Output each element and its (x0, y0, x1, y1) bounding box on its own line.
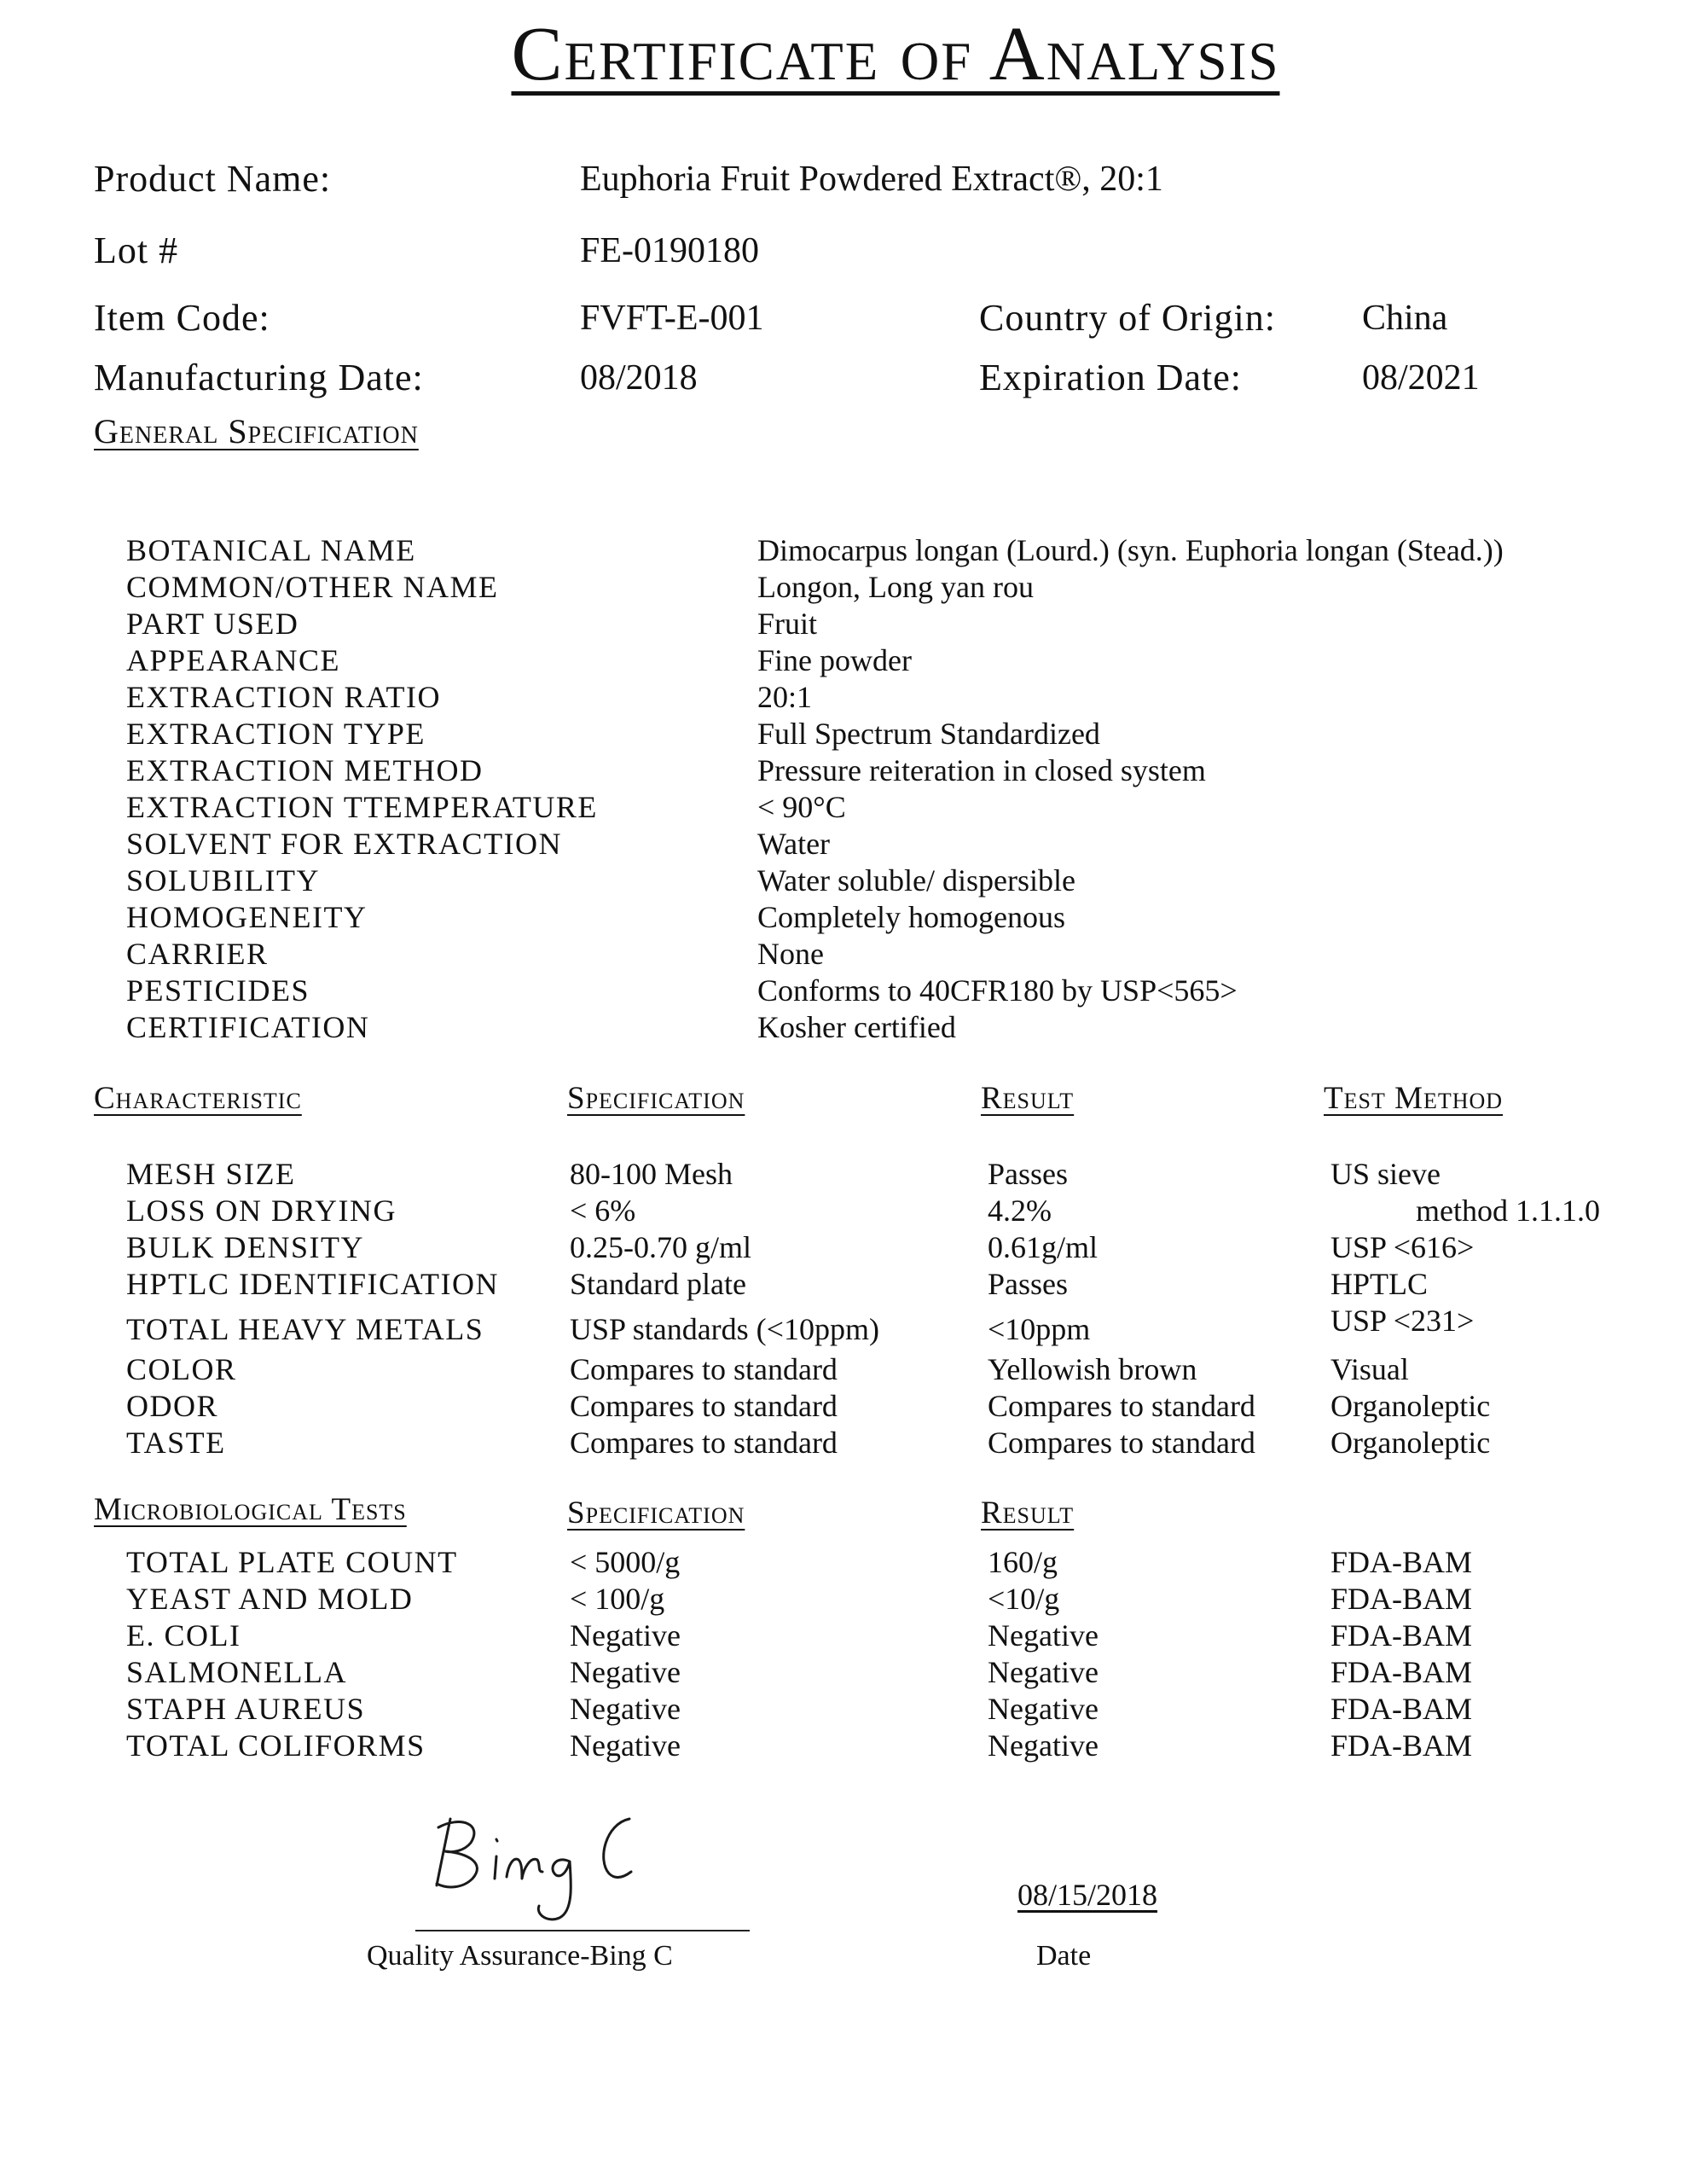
product-name-value: Euphoria Fruit Powdered Extract®, 20:1 (580, 160, 1163, 199)
general-spec-label: PESTICIDES (126, 973, 310, 1008)
general-spec-label: HOMOGENEITY (126, 900, 368, 934)
general-spec-label: PART USED (126, 607, 299, 641)
characteristic-test-method: USP <616> (1330, 1230, 1475, 1264)
general-spec-value: < 90°C (757, 790, 846, 824)
micro-specification: Negative (570, 1655, 681, 1689)
characteristic-specification: Compares to standard (570, 1389, 838, 1423)
characteristic-specification: 0.25-0.70 g/ml (570, 1230, 751, 1264)
characteristic-name: MESH SIZE (126, 1157, 296, 1191)
signature (426, 1800, 648, 1937)
micro-test-method: FDA-BAM (1330, 1728, 1473, 1763)
country-of-origin-label: Country of Origin: (979, 297, 1276, 339)
characteristic-name: TASTE (126, 1426, 226, 1460)
micro-test-name: STAPH AUREUS (126, 1692, 366, 1726)
micro-specification: < 100/g (570, 1582, 665, 1616)
general-spec-value: Kosher certified (757, 1010, 956, 1044)
manufacturing-date-value: 08/2018 (580, 358, 698, 398)
general-specification-heading: General Specification (94, 412, 419, 450)
general-spec-value: Water (757, 827, 831, 861)
general-spec-value: Fine powder (757, 643, 912, 677)
general-spec-value: 20:1 (757, 680, 813, 714)
micro-test-method: FDA-BAM (1330, 1618, 1473, 1653)
general-spec-label: APPEARANCE (126, 643, 341, 677)
lot-value: FE-0190180 (580, 231, 759, 270)
micro-specification: < 5000/g (570, 1545, 681, 1579)
country-of-origin-value: China (1362, 299, 1448, 338)
general-spec-value: Conforms to 40CFR180 by USP<565> (757, 973, 1238, 1008)
result-header: Result (981, 1081, 1075, 1116)
general-spec-label: CARRIER (126, 937, 269, 971)
general-spec-value: Full Spectrum Standardized (757, 717, 1100, 751)
general-spec-value: Completely homogenous (757, 900, 1065, 934)
micro-result: Negative (988, 1655, 1099, 1689)
characteristic-test-method: method 1.1.1.0 (1416, 1194, 1600, 1228)
general-spec-label: EXTRACTION RATIO (126, 680, 441, 714)
characteristic-test-method: Visual (1330, 1352, 1409, 1386)
micro-result-header: Result (981, 1496, 1075, 1531)
micro-test-name: TOTAL PLATE COUNT (126, 1545, 458, 1579)
general-spec-label: CERTIFICATION (126, 1010, 370, 1044)
characteristic-test-method: Organoleptic (1330, 1389, 1491, 1423)
characteristic-result: Compares to standard (988, 1426, 1255, 1460)
characteristic-name: TOTAL HEAVY METALS (126, 1312, 484, 1346)
lot-label: Lot # (94, 229, 179, 271)
micro-result: Negative (988, 1728, 1099, 1763)
expiration-date-value: 08/2021 (1362, 358, 1480, 398)
characteristic-name: COLOR (126, 1352, 237, 1386)
microbiological-tests-header: Microbiological Tests (94, 1492, 407, 1527)
test-method-header: Test Method (1324, 1081, 1504, 1116)
micro-result: Negative (988, 1618, 1099, 1653)
characteristic-test-method: HPTLC (1330, 1267, 1429, 1301)
characteristic-result: 4.2% (988, 1194, 1052, 1228)
item-code-label: Item Code: (94, 297, 270, 339)
general-spec-value: None (757, 937, 824, 971)
characteristic-specification: Compares to standard (570, 1352, 838, 1386)
characteristic-result: 0.61g/ml (988, 1230, 1099, 1264)
characteristic-result: <10ppm (988, 1312, 1091, 1346)
item-code-value: FVFT-E-001 (580, 299, 764, 338)
micro-test-name: YEAST AND MOLD (126, 1582, 414, 1616)
characteristic-specification: < 6% (570, 1194, 636, 1228)
characteristic-name: ODOR (126, 1389, 219, 1423)
characteristic-test-method: Organoleptic (1330, 1426, 1491, 1460)
characteristic-specification: 80-100 Mesh (570, 1157, 733, 1191)
micro-result: Negative (988, 1692, 1099, 1726)
general-spec-label: BOTANICAL NAME (126, 533, 416, 567)
general-spec-value: Fruit (757, 607, 818, 641)
micro-specification-header: Specification (567, 1496, 745, 1531)
micro-specification: Negative (570, 1692, 681, 1726)
micro-test-name: SALMONELLA (126, 1655, 347, 1689)
micro-test-method: FDA-BAM (1330, 1545, 1473, 1579)
micro-test-name: E. COLI (126, 1618, 241, 1653)
characteristic-specification: USP standards (<10ppm) (570, 1312, 879, 1346)
characteristic-result: Passes (988, 1157, 1069, 1191)
micro-test-method: FDA-BAM (1330, 1582, 1473, 1616)
characteristic-result: Passes (988, 1267, 1069, 1301)
signature-line (415, 1930, 750, 1931)
characteristic-specification: Compares to standard (570, 1426, 838, 1460)
product-name-label: Product Name: (94, 158, 332, 200)
micro-result: 160/g (988, 1545, 1058, 1579)
micro-specification: Negative (570, 1618, 681, 1653)
characteristic-header: Characteristic (94, 1081, 302, 1116)
characteristic-name: BULK DENSITY (126, 1230, 364, 1264)
general-spec-label: EXTRACTION TYPE (126, 717, 426, 751)
micro-test-method: FDA-BAM (1330, 1692, 1473, 1726)
manufacturing-date-label: Manufacturing Date: (94, 357, 424, 398)
signoff-date-label: Date (1036, 1940, 1092, 1972)
general-spec-label: SOLVENT FOR EXTRACTION (126, 827, 563, 861)
micro-specification: Negative (570, 1728, 681, 1763)
general-spec-value: Water soluble/ dispersible (757, 863, 1076, 897)
specification-header: Specification (567, 1081, 745, 1116)
characteristic-test-method: USP <231> (1330, 1304, 1475, 1338)
signoff-date-value: 08/15/2018 (1017, 1878, 1158, 1912)
signer-label: Quality Assurance-Bing C (367, 1940, 673, 1972)
characteristic-specification: Standard plate (570, 1267, 746, 1301)
document-title: Certificate of Analysis (511, 12, 1280, 96)
general-spec-value: Pressure reiteration in closed system (757, 753, 1206, 787)
general-spec-label: COMMON/OTHER NAME (126, 570, 499, 604)
micro-test-name: TOTAL COLIFORMS (126, 1728, 426, 1763)
general-spec-value: Dimocarpus longan (Lourd.) (syn. Euphoria longan (Stead.)) (757, 533, 1504, 567)
characteristic-name: LOSS ON DRYING (126, 1194, 397, 1228)
characteristic-result: Yellowish brown (988, 1352, 1197, 1386)
general-spec-label: SOLUBILITY (126, 863, 320, 897)
expiration-date-label: Expiration Date: (979, 357, 1243, 398)
characteristic-test-method: US sieve (1330, 1157, 1441, 1191)
general-spec-label: EXTRACTION METHOD (126, 753, 484, 787)
micro-test-method: FDA-BAM (1330, 1655, 1473, 1689)
characteristic-result: Compares to standard (988, 1389, 1255, 1423)
micro-result: <10/g (988, 1582, 1060, 1616)
general-spec-value: Longon, Long yan rou (757, 570, 1034, 604)
general-spec-label: EXTRACTION TTEMPERATURE (126, 790, 598, 824)
characteristic-name: HPTLC IDENTIFICATION (126, 1267, 499, 1301)
